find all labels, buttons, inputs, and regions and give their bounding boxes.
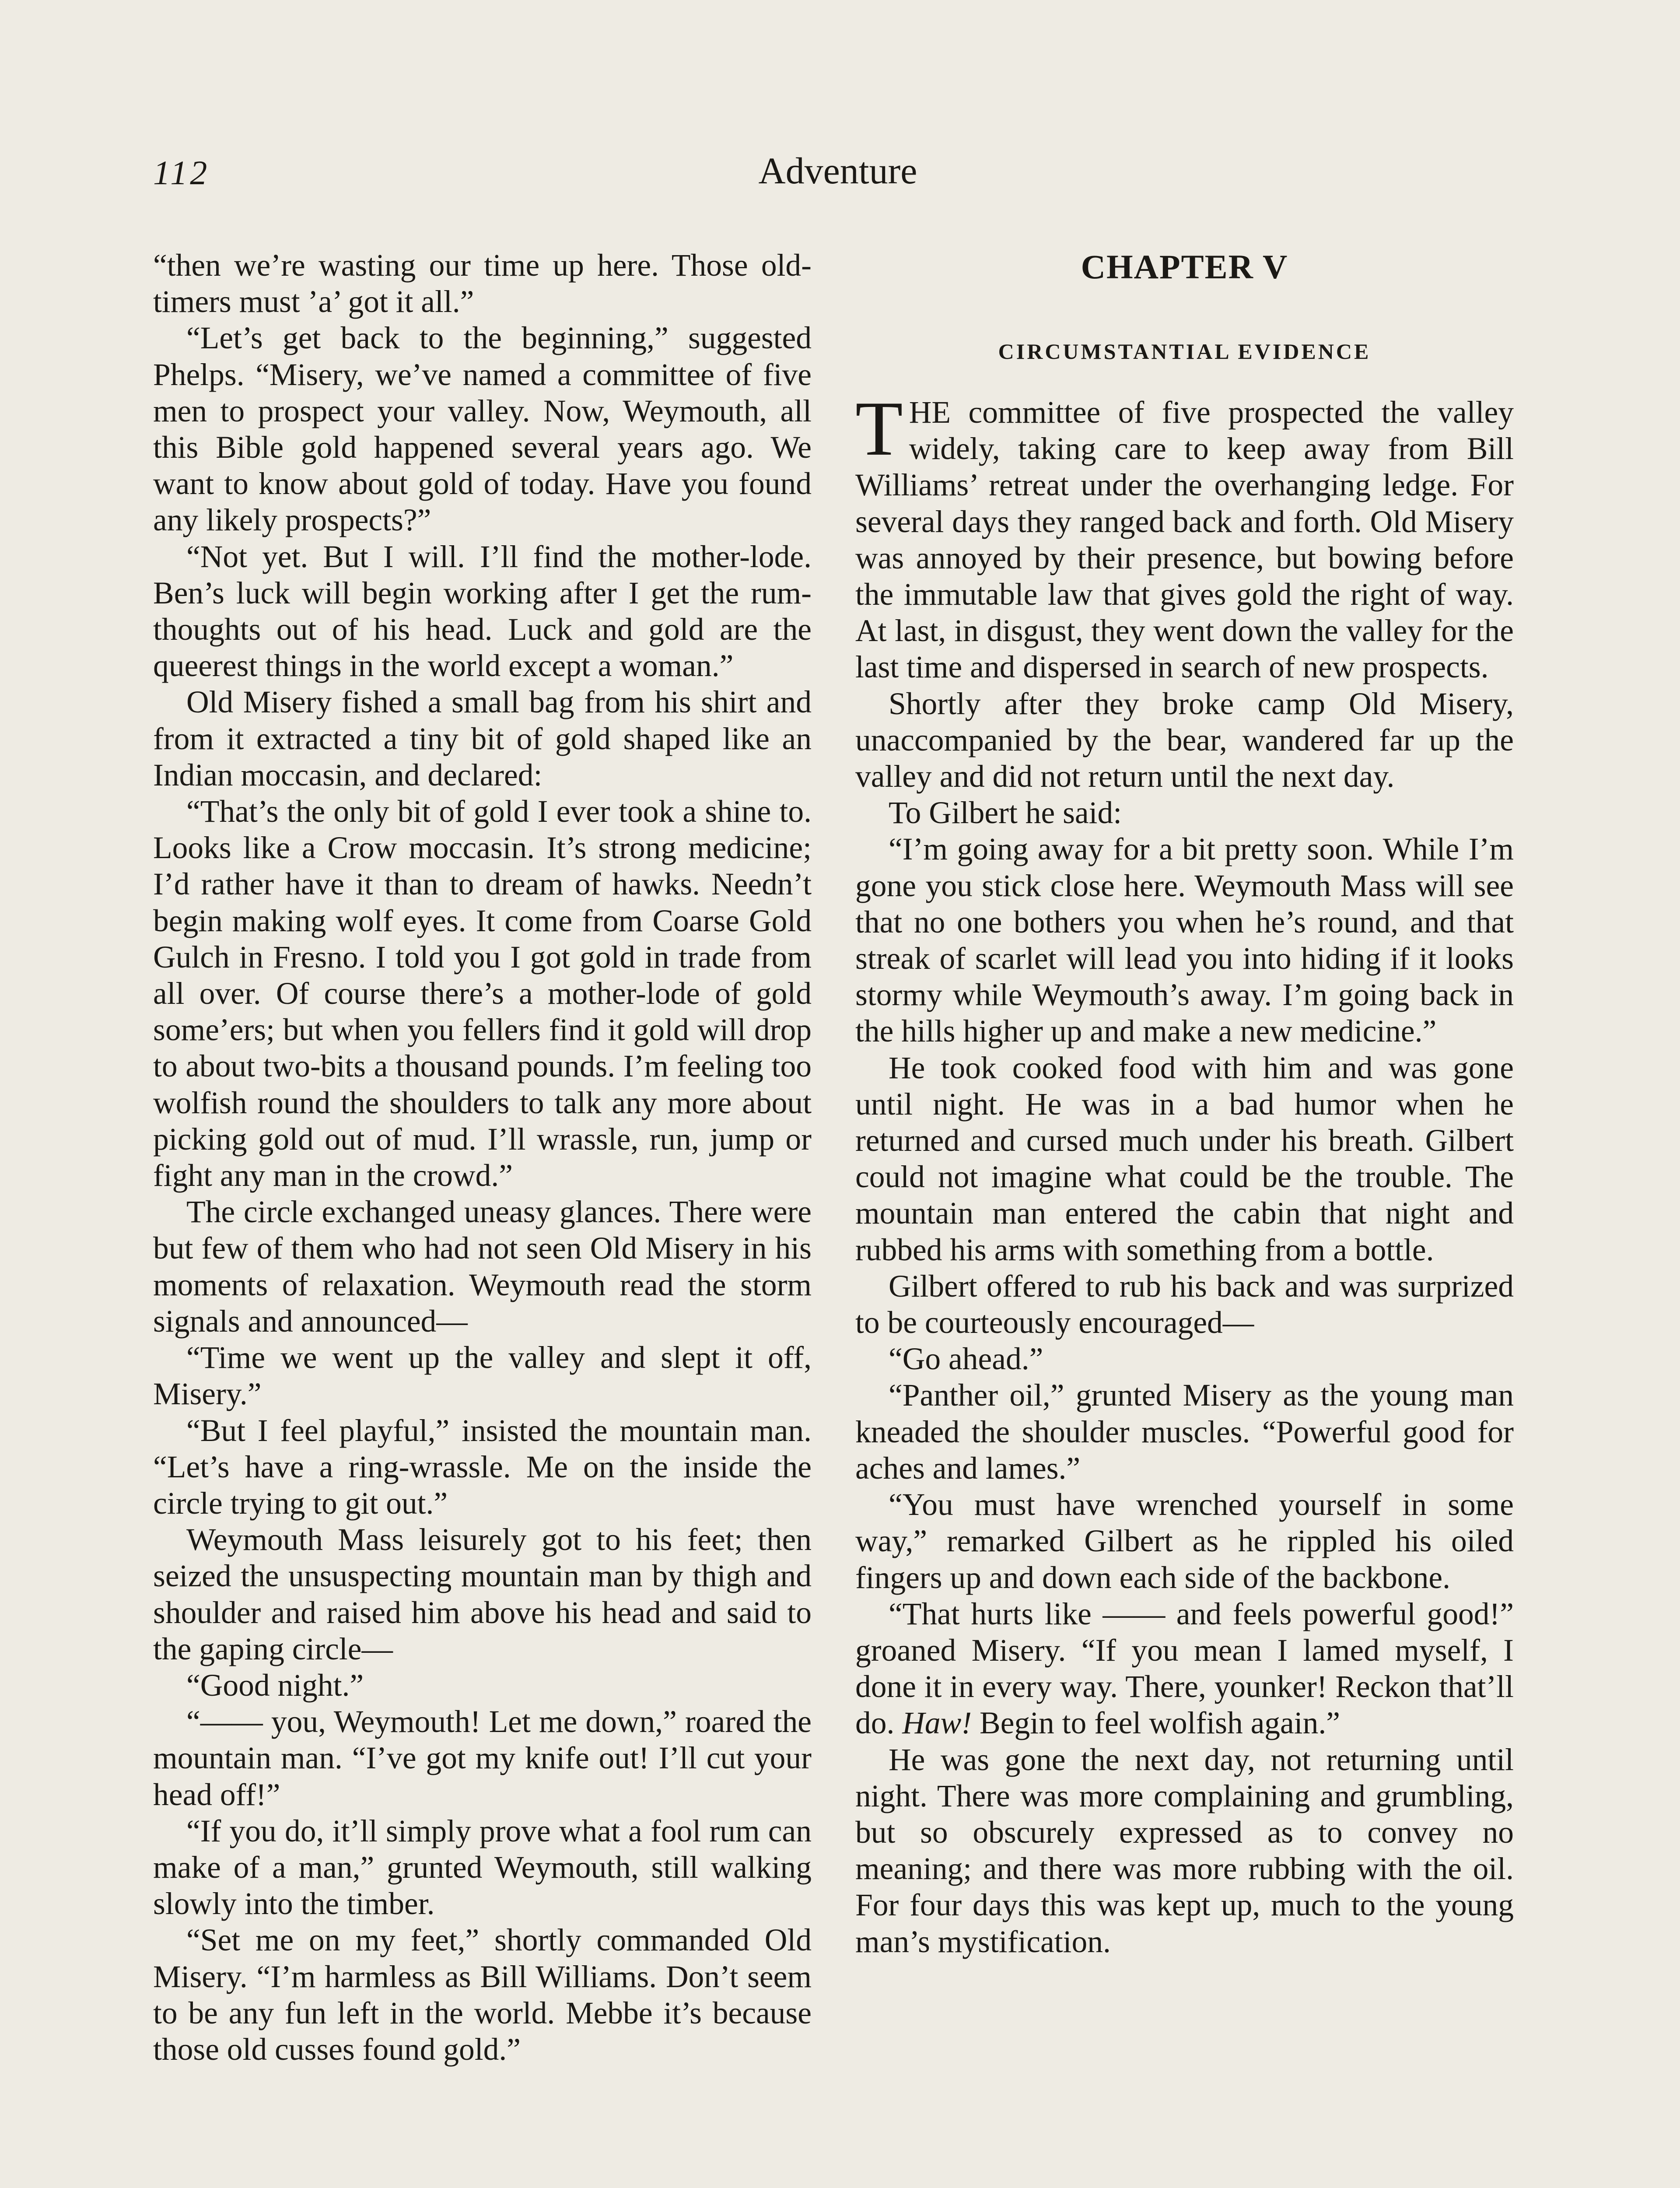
paragraph: “—— you, Weymouth! Let me down,” roared the mountain man. “I’ve got my knife out! I’ll cut your head off!” [153, 1704, 812, 1812]
paragraph-text: Begin to feel wolfish again.” [972, 1706, 1340, 1741]
chapter-title: CHAPTER V [1081, 248, 1288, 286]
page-number: 112 [153, 154, 210, 192]
page-header [153, 149, 1522, 206]
paragraph: “Go ahead.” [889, 1342, 1043, 1377]
opening-paragraph [855, 385, 1514, 686]
paragraph [855, 1596, 1514, 1742]
paragraph: “Set me on my feet,” shortly commanded Old Misery. “I’m harmless as Bill Williams. Don’t seem to be any fun left in the world. Mebbe it’s because those old cusses found gold.” [153, 1923, 812, 2067]
drop-cap: T [855, 385, 903, 472]
paragraph: “I’m going away for a bit pretty soon. While I’m gone you stick close here. Weymouth Mass will see that no one bothers you when he’s round, and that streak of scarlet will lead you into hiding if it looks stormy while Weymouth’s away. I’m going back in the hills higher up and make a new medicine.” [855, 832, 1514, 1049]
paragraph: To Gilbert he said: [889, 796, 1122, 831]
paragraph: The circle exchanged uneasy glances. There were but few of them who had not seen Old Misery in his moments of relaxation. Weymouth read the storm signals and announced— [153, 1195, 812, 1339]
opening-paragraph-text: HE committee of five prospected the valley widely, taking care to keep away from Bill Williams’ retreat under the overhanging ledge. For several days they ranged back and forth. Old Misery was annoyed by their presence, but bowing before the immutable law that gives gold the right of way. At last, in disgust, they went down the valley for the last time and dispersed in search of new prospects. [855, 395, 1514, 685]
paragraph: Old Misery fished a small bag from his shirt and from it extracted a tiny bit of gold shaped like an Indian moccasin, and declared: [153, 685, 812, 792]
paragraph: “But I feel playful,” insisted the mountain man. “Let’s have a ring-wrassle. Me on the inside the circle trying to git out.” [153, 1413, 812, 1521]
paragraph: Shortly after they broke camp Old Misery, unaccompanied by the bear, wandered far up the valley and did not return until the next day. [855, 686, 1514, 794]
paragraph: “That’s the only bit of gold I ever took a shine to. Looks like a Crow moccasin. It’s strong medicine; I’d rather have it than to dream of hawks. Needn’t begin making wolf eyes. It come from Coarse Gold Gulch in Fresno. I told you I got gold in trade from all over. Of course there’s a mother-lode of gold some’ers; but when you fellers find it gold will drop to about two-bits a thousand pounds. I’m feeling too wolfish round the shoulders to talk any more about picking gold out of mud. I’ll wrassle, run, jump or fight any man in the crowd.” [153, 794, 812, 1193]
left-column [153, 247, 812, 2068]
paragraph: “Not yet. But I will. I’ll find the mother-lode. Ben’s luck will begin working after I get the rum-thoughts out of his head. Luck and gold are the queerest things in the world except a woman.” [153, 539, 812, 684]
running-title: Adventure [758, 150, 917, 192]
chapter-subtitle: CIRCUMSTANTIAL EVIDENCE [998, 339, 1371, 364]
paragraph-text: “That hurts like —— and feels powerful good!” groaned Misery. “If you mean I lamed myself, I done it in every way. There, younker! Reckon that’ll do. [855, 1596, 1514, 1741]
paragraph: “You must have wrenched yourself in some way,” remarked Gilbert as he rippled his oiled fingers up and down each side of the backbone. [855, 1487, 1514, 1595]
paragraph: “Time we went up the valley and slept it off, Misery.” [153, 1340, 812, 1412]
paragraph: “Panther oil,” grunted Misery as the young man kneaded the shoulder muscles. “Powerful good for aches and lames.” [855, 1378, 1514, 1486]
paragraph: “Good night.” [186, 1668, 364, 1703]
paragraph: “then we’re wasting our time up here. Those old-timers must ’a’ got it all.” [153, 248, 812, 319]
paragraph: He took cooked food with him and was gone until night. He was in a bad humor when he returned and cursed much under his breath. Gilbert could not imagine what could be the trouble. The mountain man entered the cabin that night and rubbed his arms with something from a bottle. [855, 1050, 1514, 1267]
paragraph: “If you do, it’ll simply prove what a fool rum can make of a man,” grunted Weymouth, still walking slowly into the timber. [153, 1813, 812, 1922]
paragraph: “Let’s get back to the beginning,” suggested Phelps. “Misery, we’ve named a committee of five men to prospect your valley. Now, Weymouth, all this Bible gold happened several years ago. We want to know about gold of today. Have you found any likely prospects?” [153, 321, 812, 538]
paragraph: He was gone the next day, not returning until night. There was more complaining and grumbling, but so obscurely expressed as to convey no meaning; and there was more rubbing with the oil. For four days this was kept up, much to the young man’s mystification. [855, 1742, 1514, 1959]
right-column [855, 247, 1514, 1960]
paragraph: Weymouth Mass leisurely got to his feet; then seized the unsuspecting mountain man by thigh and shoulder and raised him above his head and said to the gaping circle— [153, 1522, 812, 1666]
paragraph: Gilbert offered to rub his back and was surprized to be courteously encouraged— [855, 1269, 1514, 1340]
emphasis-text: Haw! [902, 1706, 972, 1741]
